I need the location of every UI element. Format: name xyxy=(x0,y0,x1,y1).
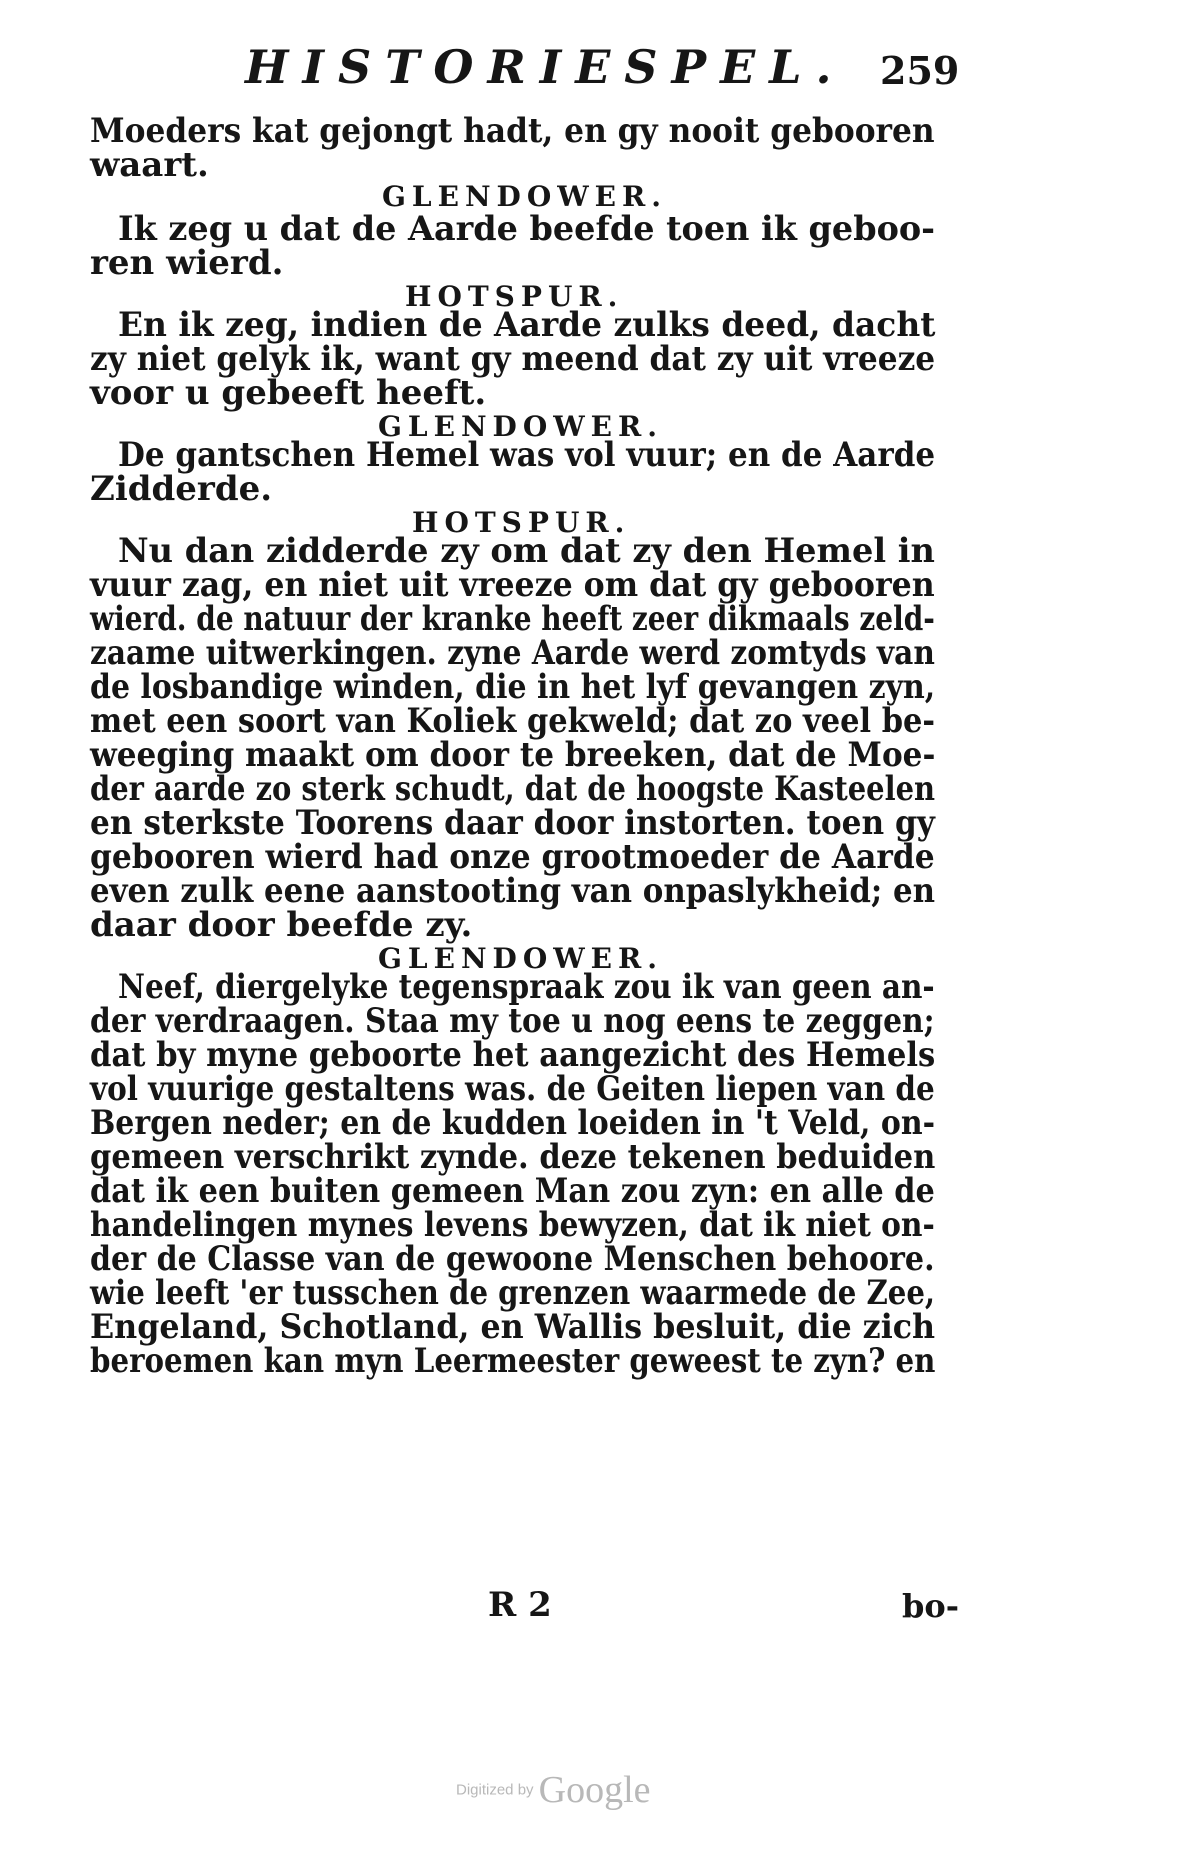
text-line: ren wierd. xyxy=(90,243,284,283)
speaker-heading: GLENDOWER. xyxy=(378,410,664,443)
speaker-heading: HOTSPUR. xyxy=(405,280,624,313)
text-line: wierd. de natuur der kranke heeft zeer dikmaals zeld- xyxy=(90,599,935,639)
text-line: der verdraagen. Staa my toe u nog eens te zeggen; xyxy=(90,1001,935,1041)
text-line: de losbandige winden, die in het lyf gevangen zyn, xyxy=(90,667,936,707)
text-line: beroemen kan myn Leermeester geweest te zyn? en xyxy=(90,1341,936,1381)
text-line: weeging maakt om door te breeken, dat de Moe- xyxy=(90,735,936,775)
text-line: gebooren wierd had onze grootmoeder de Aarde xyxy=(90,837,935,877)
text-line: voor u gebeeft heeft. xyxy=(90,373,487,413)
catchword: bo- xyxy=(902,1587,959,1625)
speaker-heading: GLENDOWER. xyxy=(382,180,668,213)
text-line: even zulk eene aanstooting van onpaslykheid; en xyxy=(90,871,936,911)
text-line: Nu dan zidderde zy om dat zy den Hemel in xyxy=(118,531,935,571)
text-line: en sterkste Toorens daar door instorten. toen gy xyxy=(90,803,935,843)
digitization-watermark xyxy=(456,1768,651,1812)
text-line: Bergen neder; en de kudden loeiden in 't Veld, on- xyxy=(90,1103,936,1143)
text-line: der de Classe van de gewoone Menschen behoore. xyxy=(90,1239,935,1279)
text-line: Ik zeg u dat de Aarde beefde toen ik geboo- xyxy=(118,209,936,249)
google-logo: Google xyxy=(538,1769,651,1811)
text-line: Moeders kat gejongt hadt, en gy nooit gebooren xyxy=(90,111,935,151)
text-line: zaame uitwerkingen. zyne Aarde werd zomtyds van xyxy=(90,633,935,673)
speaker-heading: GLENDOWER. xyxy=(378,942,664,975)
text-line: Zidderde. xyxy=(90,469,273,509)
text-line: met een soort van Koliek gekweld; dat zo veel be- xyxy=(90,701,936,741)
text-line: dat ik een buiten gemeen Man zou zyn: en alle de xyxy=(90,1171,935,1211)
running-head: HISTORIESPEL. xyxy=(245,40,846,94)
text-line: handelingen mynes levens bewyzen, dat ik niet on- xyxy=(90,1205,935,1245)
signature-mark: R 2 xyxy=(488,1585,552,1625)
text-line: vuur zag, en niet uit vreeze om dat gy gebooren xyxy=(90,565,935,605)
text-line: De gantschen Hemel was vol vuur; en de Aarde xyxy=(118,435,936,475)
text-line: waart. xyxy=(90,145,209,185)
text-line: daar door beefde zy. xyxy=(90,905,473,945)
text-line: wie leeft 'er tusschen de grenzen waarmede de Zee, xyxy=(90,1273,936,1313)
text-line: Engeland, Schotland, en Wallis besluit, die zich xyxy=(90,1307,936,1347)
text-line: dat by myne geboorte het aangezicht des Hemels xyxy=(90,1035,936,1075)
text-line: Neef, diergelyke tegenspraak zou ik van geen an- xyxy=(118,967,935,1007)
speaker-heading: HOTSPUR. xyxy=(412,506,631,539)
text-line: vol vuurige gestaltens was. de Geiten liepen van de xyxy=(90,1069,935,1109)
page-number: 259 xyxy=(880,48,960,93)
text-line: zy niet gelyk ik, want gy meend dat zy uit vreeze xyxy=(90,339,936,379)
text-line: gemeen verschrikt zynde. deze tekenen beduiden xyxy=(90,1137,936,1177)
text-line: En ik zeg, indien de Aarde zulks deed, dacht xyxy=(118,305,936,345)
text-line: der aarde zo sterk schudt, dat de hoogste Kasteelen xyxy=(90,769,936,809)
watermark-prefix: Digitized by xyxy=(456,1781,534,1799)
